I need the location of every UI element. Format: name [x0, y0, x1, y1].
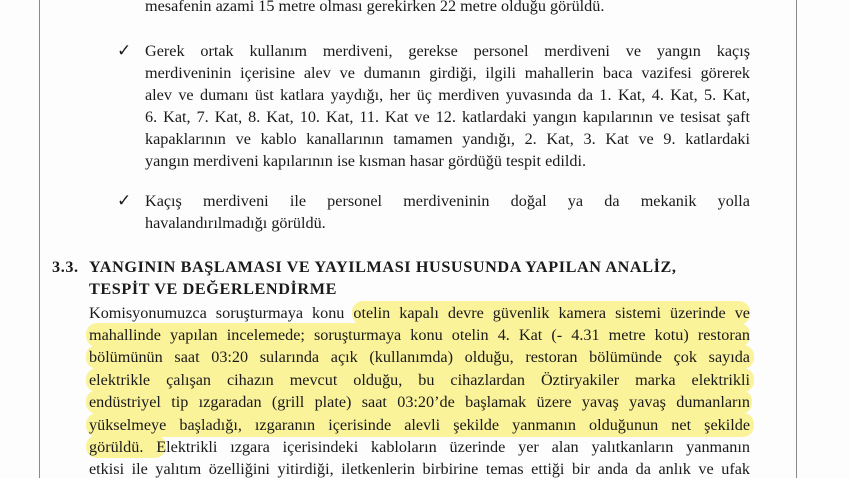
- check-icon: ✓: [117, 191, 132, 210]
- bullet-line: Kaçış merdiveni ile personel merdiveninin doğal ya da mekanik yolla: [145, 192, 750, 210]
- paragraph-line: etkisi ile yalıtım özelliğini yitirdiği, iletkenlerin birbirine temas ettiği bir anda da anlık ve ufak: [89, 460, 750, 478]
- bullet-line: kapaklarının ve kablo kanallarının tamamen yandığı, 2. Kat, 3. Kat ve 9. katlardaki: [145, 130, 750, 148]
- page-border-left: [39, 0, 40, 478]
- intro-line: mesafenin azami 15 metre olması gerekirken 22 metre olduğu görüldü.: [145, 0, 605, 15]
- section-number: 3.3.: [52, 258, 79, 276]
- paragraph-line: görüldü. Elektrikli ızgara içerisindeki kabloların üzerinde yer alan yalıtkanların yanmanın: [89, 438, 750, 456]
- paragraph-line: endüstriyel tip ızgaradan (grill plate) saat 03:20’de başlamak üzere yavaş yavaş dumanların: [89, 393, 750, 411]
- check-icon: ✓: [117, 41, 132, 60]
- bullet-line: yangın merdiveni kapılarının ise kısman hasar gördüğü tespit edildi.: [145, 152, 587, 170]
- section-title-continued: TESPİT VE DEĞERLENDİRME: [89, 280, 337, 298]
- bullet-line: merdiveninin içerisine alev ve dumanın girdiği, ilgili mahallerin baca vazifesi görerek: [145, 64, 750, 82]
- section-title: YANGININ BAŞLAMASI VE YAYILMASI HUSUSUNDA YAPILAN ANALİZ,: [89, 258, 677, 276]
- paragraph-line: elektrikle çalışan cihazın mevcut olduğu, bu cihazlardan Öztiryakiler marka elektrikli: [89, 371, 750, 389]
- paragraph-line: bölümünün saat 03:20 sularında açık (kullanımda) olduğu, restoran bölümünde çok sayıda: [89, 348, 750, 366]
- paragraph-line: Komisyonumuzca soruşturmaya konu otelin kapalı devre güvenlik kamera sistemi üzerinde ve: [89, 304, 750, 322]
- page-border-right: [796, 0, 797, 478]
- paragraph-line: yükselmeye başladığı, ızgaranın içerisinde alevli şekilde yanmanın olduğunun net şekilde: [89, 416, 750, 434]
- paragraph-line: mahallinde yapılan incelemede; soruşturmaya konu otelin 4. Kat (- 4.31 metre kotu) restoran: [89, 326, 750, 344]
- bullet-line: havalandırılmadığı görüldü.: [145, 214, 326, 232]
- bullet-line: Gerek ortak kullanım merdiveni, gerekse personel merdiveni ve yangın kaçış: [145, 42, 750, 60]
- bullet-line: 6. Kat, 7. Kat, 8. Kat, 10. Kat, 11. Kat ve 12. katlardaki yangın kapılarının ve tesisat şaft: [145, 108, 750, 126]
- bullet-line: alev ve dumanı üst katlara yaydığı, her üç merdiven yuvasında da 1. Kat, 4. Kat, 5. Kat,: [145, 86, 750, 104]
